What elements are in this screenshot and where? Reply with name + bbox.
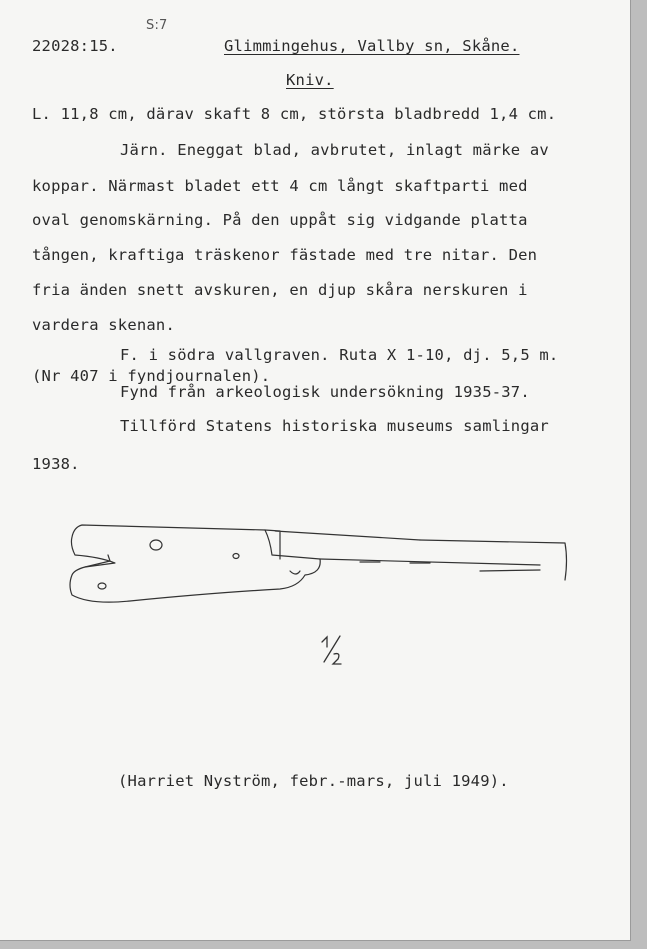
catalog-number: 22028:15. — [32, 37, 118, 55]
journal-note: (Nr 407 i fyndjournalen). — [32, 367, 271, 385]
acquisition-year: 1938. — [32, 455, 80, 473]
description-line: koppar. Närmast bladet ett 4 cm långt skaftparti med — [32, 177, 528, 195]
description-line: tången, kraftiga träskenor fästade med tre nitar. Den — [32, 246, 538, 264]
object-name: Kniv. — [286, 71, 334, 89]
description-line: oval genomskärning. På den uppåt sig vidgande platta — [32, 211, 528, 229]
description-line: Järn. Eneggat blad, avbrutet, inlagt märke av — [120, 141, 549, 159]
description-line: fria änden snett avskuren, en djup skåra nerskuren i — [32, 281, 528, 299]
corner-note: S:7 — [146, 18, 168, 33]
scale-drawing — [318, 632, 348, 666]
excavation-note: Fynd från arkeologisk undersökning 1935-37. — [120, 383, 530, 401]
acquisition-note: Tillförd Statens historiska museums samlingar — [120, 417, 549, 435]
author-note: (Harriet Nyström, febr.-mars, juli 1949). — [118, 772, 509, 790]
scale-label: 1/1 — [318, 632, 320, 633]
description-line: vardera skenan. — [32, 316, 175, 334]
find-location: Glimmingehus, Vallby sn, Skåne. — [224, 37, 520, 55]
knife-drawing — [60, 515, 590, 615]
description-line: L. 11,8 cm, därav skaft 8 cm, största bladbredd 1,4 cm. — [32, 105, 557, 123]
find-place: F. i södra vallgraven. Ruta X 1-10, dj. 5,5 m. — [120, 346, 559, 364]
